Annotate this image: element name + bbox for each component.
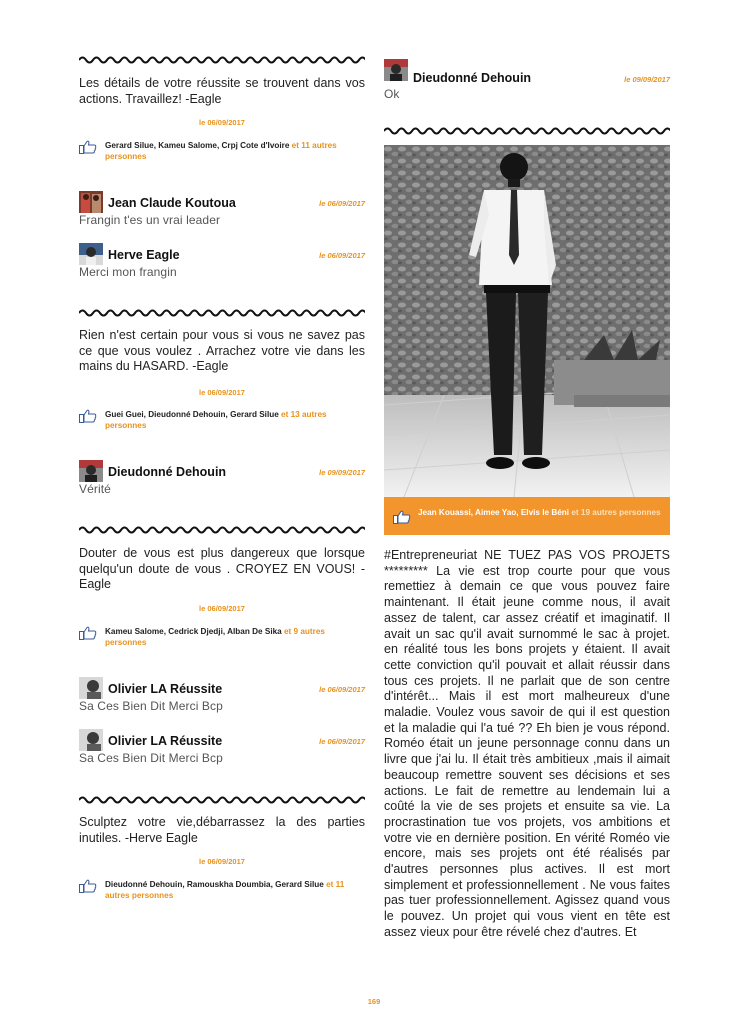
avatar[interactable] — [79, 460, 103, 482]
likes-more-link[interactable]: et 9 autres personnes — [105, 627, 325, 647]
comment-date: le 09/09/2017 — [624, 75, 670, 84]
comment-text: Frangin t'es un vrai leader — [79, 213, 221, 227]
comment-text: Merci mon frangin — [79, 265, 177, 279]
thumbs-up-icon[interactable] — [79, 409, 97, 423]
comment — [384, 59, 670, 101]
comment — [79, 729, 365, 765]
comment-author[interactable]: Herve Eagle — [108, 248, 180, 262]
comment-text: Sa Ces Bien Dit Merci Bcp — [79, 699, 223, 713]
avatar[interactable] — [79, 729, 103, 751]
comment-author[interactable]: Olivier LA Réussite — [108, 734, 223, 748]
wavy-divider — [79, 308, 365, 318]
comment-date: le 06/09/2017 — [319, 737, 365, 746]
likes-text: Dieudonné Dehouin, Ramouskha Doumbia, Gerard Silue et 11 autres personnes — [105, 880, 345, 900]
comment-date: le 06/09/2017 — [319, 199, 365, 208]
likes-more-link[interactable]: et 11 autres personnes — [105, 880, 345, 900]
post-photo[interactable] — [384, 145, 670, 497]
post-text: Les détails de votre réussite se trouvent dans vos actions. Travaillez! -Eagle — [79, 76, 365, 106]
article-text: #Entrepreneuriat NE TUEZ PAS VOS PROJETS ********* La vie est trop courte pour que vous remettiez à demain ce que vous pouvez faire maintenant. Il était jeune comme nous, il avait assez de talent, car assez créatif et imaginatif. Il avait un sac qu'il avait surnommé le sac à projet. en réalité tous les bons projets y étaient. Il avait cette conviction qu'il pouvait et allait réussir dans tous ces projets. Il ne parlait que de son centre d'intérêt... Mais il est mort malheureux d'une maladie. Voulez vous savoir de qui il est question et la maladie qui l'a tué ?? Eh bien je vous répond. Roméo était un jeune personnage connu dans un livre que j'ai lu. Il était très ambitieux ,mais il aimait beaucoup remettre souvent ses décisions et ses actions. Le fait de remettre au lendemain lui a coûté la vie de ses projets et ensuite sa vie. La procrastination tue vos projets, vos ambitions et votre vie en dernière position. En vérité Roméo vie encore, mais ses projets ont été réalisés par d'autres personnes plus actives. Il est mort simplement et professionnellement . Ne vous faites pas tuer professionnellement. Agissez quand vous le pouvez. Un projet qui vous vient en tête est assez vieux pour être révelé chez d'autres. Et — [384, 548, 670, 939]
post-date: le 06/09/2017 — [199, 604, 245, 613]
wavy-divider — [384, 126, 670, 136]
post-text: Rien n'est certain pour vous si vous ne savez pas ce que vous voulez . Arrachez votre vie dans les mains du HASARD. -Eagle — [79, 328, 365, 373]
photo-likes-bar[interactable] — [384, 497, 670, 535]
post-text: Douter de vous est plus dangereux que lorsque quelqu'un doute de vous . CROYEZ EN VOUS! -Eagle — [79, 546, 365, 591]
avatar[interactable] — [384, 59, 408, 81]
wavy-divider — [79, 795, 365, 805]
comment-author[interactable]: Dieudonné Dehouin — [108, 465, 227, 479]
comment-author[interactable]: Olivier LA Réussite — [108, 682, 223, 696]
thumbs-up-icon[interactable] — [79, 626, 97, 640]
comment — [79, 460, 365, 496]
comment — [79, 677, 365, 713]
comment-text: Ok — [384, 87, 400, 101]
avatar[interactable] — [79, 243, 103, 265]
comment-author[interactable]: Jean Claude Koutoua — [108, 196, 236, 210]
likes-more-link[interactable]: et 19 autres personnes — [569, 508, 661, 517]
likes-more-link[interactable]: et 11 autres personnes — [105, 141, 337, 161]
post-date: le 06/09/2017 — [199, 118, 245, 127]
comment — [79, 191, 365, 227]
likes-text: Guei Guei, Dieudonné Dehouin, Gerard Silue et 13 autres personnes — [105, 410, 327, 430]
thumbs-up-icon[interactable] — [79, 879, 97, 893]
likes-text: Kameu Salome, Cedrick Djedji, Alban De Sika et 9 autres personnes — [105, 627, 325, 647]
comment-date: le 06/09/2017 — [319, 685, 365, 694]
likes-more-link[interactable]: et 13 autres personnes — [105, 410, 327, 430]
wavy-divider — [79, 55, 365, 65]
likes-text: Gerard Silue, Kameu Salome, Crpj Cote d'Ivoire et 11 autres personnes — [105, 141, 337, 161]
comment-date: le 09/09/2017 — [319, 468, 365, 477]
post-date: le 06/09/2017 — [199, 388, 245, 397]
comment-date: le 06/09/2017 — [319, 251, 365, 260]
post-text: Sculptez votre vie,débarrassez la des parties inutiles. -Herve Eagle — [79, 815, 365, 845]
post-date: le 06/09/2017 — [199, 857, 245, 866]
comment — [79, 243, 365, 279]
avatar[interactable] — [79, 191, 103, 213]
avatar[interactable] — [79, 677, 103, 699]
wavy-divider — [79, 525, 365, 535]
comment-text: Vérité — [79, 482, 111, 496]
likes-text: Jean Kouassi, Aimee Yao, Elvis le Béni et 19 autres personnes — [418, 508, 661, 517]
comment-author[interactable]: Dieudonné Dehouin — [413, 71, 532, 85]
thumbs-up-icon[interactable] — [393, 510, 411, 524]
page-number: 169 — [367, 997, 381, 1006]
thumbs-up-icon[interactable] — [79, 140, 97, 154]
comment-text: Sa Ces Bien Dit Merci Bcp — [79, 751, 223, 765]
